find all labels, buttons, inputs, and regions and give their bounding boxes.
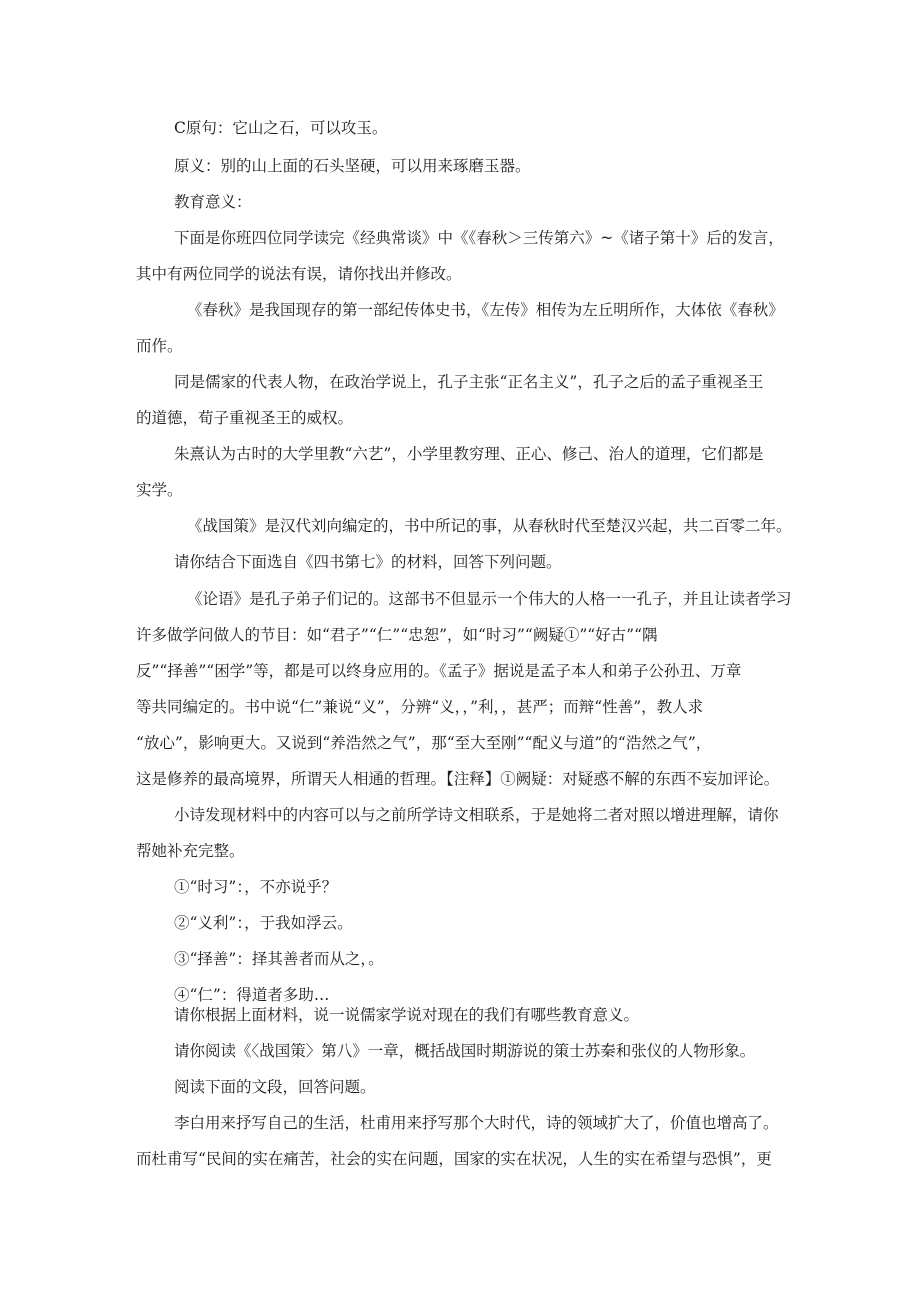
text-line: ②“义利”：，于我如浮云。 <box>174 914 353 932</box>
text-line: ③“择善”：择其善者而从之，。 <box>174 950 384 968</box>
text-line: 而杜甫写“民间的实在痛苦，社会的实在问题，国家的实在状况，人生的实在希望与恐惧”，更 <box>136 1150 772 1168</box>
text-line: 小诗发现材料中的内容可以与之前所学诗文相联系，于是她将二者对照以增进理解，请你 <box>174 806 779 824</box>
text-line: 《春秋》是我国现存的第一部纪传体史书，《左传》相传为左丘明所作，大体依《春秋》 <box>187 301 784 319</box>
text-line: “放心”，影响更大。又说到“养浩然之气”，那“至大至刚”“配义与道”的“浩然之气”， <box>136 734 712 752</box>
text-line: 教育意义： <box>174 193 252 211</box>
text-line: 朱熹认为古时的大学里教“六艺”，小学里教穷理、正心、修己、治人的道理，它们都是 <box>174 445 764 463</box>
text-line: C原句：它山之石，可以攻玉。 <box>174 119 388 137</box>
text-line: 请你阅读《〈战国策〉第八》一章，概括战国时期游说的策士苏秦和张仪的人物形象。 <box>174 1042 756 1060</box>
text-line: ①“时习”：，不亦说乎？ <box>174 878 338 896</box>
text-line: 请你结合下面选自《四书第七》的材料，回答下列问题。 <box>174 553 562 571</box>
text-line: 阅读下面的文段，回答问题。 <box>174 1078 376 1096</box>
text-line: 帮她补充完整。 <box>136 842 245 860</box>
text-line: 《战国策》是汉代刘向编定的，书中所记的事，从春秋时代至楚汉兴起，共二百零二年。 <box>187 517 792 535</box>
text-line: 请你根据上面材料，说一说儒家学说对现在的我们有哪些教育意义。 <box>174 1006 640 1024</box>
text-line: 下面是你班四位同学读完《经典常谈》中《《春秋＞三传第六》~《诸子第十》后的发言， <box>174 229 784 247</box>
text-line: 而作。 <box>136 337 183 355</box>
text-line: 许多做学问做人的节目：如“君子”“仁”“忠恕”，如“时习”“阙疑①”“好古”“隅 <box>136 626 658 644</box>
text-line: 李白用来抒写自己的生活，杜甫用来抒写那个大时代，诗的领域扩大了，价值也增高了。 <box>174 1114 779 1132</box>
text-line: 反”“择善”“困学”等，都是可以终身应用的。《孟子》据说是孟子本人和弟子公孙丑、万章 <box>136 662 742 680</box>
text-line: 同是儒家的代表人物，在政治学说上，孔子主张“正名主义”，孔子之后的孟子重视圣王 <box>174 373 764 391</box>
text-line: 其中有两位同学的说法有误，请你找出并修改。 <box>136 265 462 283</box>
text-line: 的道德，荀子重视圣王的威权。 <box>136 409 354 427</box>
text-line: 实学。 <box>136 481 183 499</box>
text-line: ④“仁”：得道者多助… <box>174 986 330 1004</box>
text-line: 等共同编定的。书中说“仁”兼说“义”，分辨“义，，”利，，甚严；而辩“性善”，教人求 <box>136 698 704 716</box>
text-line: 《论语》是孔子弟子们记的。这部书不但显示一个伟大的人格一一孔子，并且让读者学习 <box>187 590 792 608</box>
text-line: 这是修养的最高境界，所谓天人相通的哲理。【注释】①阙疑：对疑惑不解的东西不妄加评论。 <box>136 770 780 788</box>
text-line: 原义：别的山上面的石头坚硬，可以用来琢磨玉器。 <box>174 157 531 175</box>
